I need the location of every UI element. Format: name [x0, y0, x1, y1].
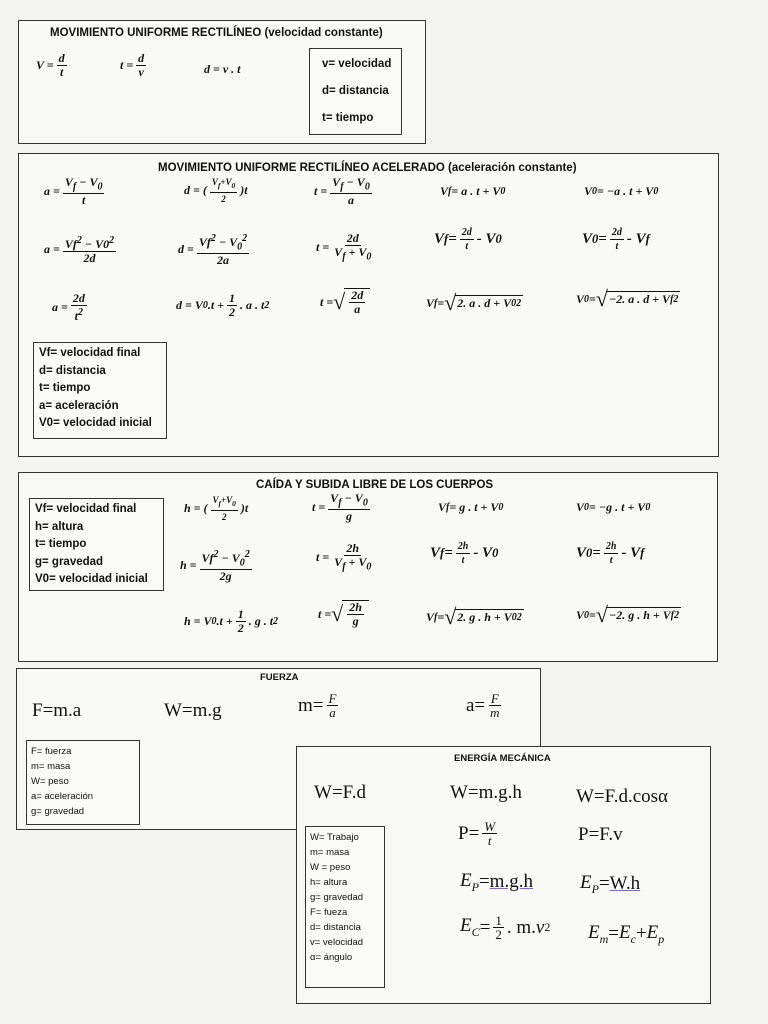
mrua-formula: t = √ 2d a	[320, 288, 370, 316]
legend-item: α= ángulo	[310, 952, 353, 963]
legend-item: v= velocidad	[310, 937, 364, 948]
legend-item: m= masa	[31, 761, 71, 772]
legend-item: W= peso	[31, 776, 69, 787]
caida-formula: V 0 = √ −2. g . h + V f 2	[576, 602, 680, 627]
legend-item: F= fuerza	[31, 746, 72, 757]
caida-formula: h = V 0 .t + 1 2 . g . t 2	[184, 607, 279, 635]
legend-item: g= gravedad	[35, 555, 104, 568]
mrua-formula: V f = √ 2. a . d + V 0 2	[426, 290, 522, 315]
mru-title: MOVIMIENTO UNIFORME RECTILÍNEO (velocidad constante)	[50, 27, 383, 39]
legend-item: g= gravedad	[31, 806, 85, 817]
caida-formula: t = √ 2h g	[318, 600, 369, 628]
legend-item: h= altura	[35, 520, 84, 533]
caida-legend	[29, 498, 164, 591]
mrua-formula: a = 2d $t^2$	[52, 291, 85, 323]
caida-formula: V f = √ 2. g . h + V 0 2	[426, 604, 522, 629]
mru-formula-v: V = d t	[36, 51, 65, 79]
legend-item: V0= velocidad inicial	[39, 417, 152, 429]
fuerza-formula-a: a= F m	[466, 691, 500, 720]
caida-formula: t = $V_f - V_0$ g	[312, 491, 368, 524]
caida-formula: h = $Vf^2 - V_0^2$ 2g	[180, 549, 250, 584]
fuerza-formula-w: W=m.g	[164, 700, 222, 721]
caida-formula: V 0 = −g . t + V 0	[576, 500, 651, 514]
mrua-legend	[33, 342, 167, 439]
mrua-formula: t = 2d $V_f + V_0$	[316, 231, 372, 263]
legend-item: m= masa	[310, 847, 350, 858]
caida-formula: V f = 2h t - V 0	[430, 541, 499, 566]
legend-item: W= Trabajo	[310, 832, 359, 843]
fuerza-legend	[26, 740, 140, 825]
mru-formula-t: t = d v	[120, 51, 145, 79]
mrua-formula: V 0 = −a . t + V 0	[584, 184, 659, 198]
mrua-title: MOVIMIENTO UNIFORME RECTILÍNEO ACELERADO (aceleración constante)	[158, 162, 577, 174]
caida-formula: V 0 = 2h t - V f	[576, 541, 645, 566]
mrua-formula: a = $V_f - V_0$ t	[44, 175, 103, 208]
legend-item: Vf= velocidad final	[35, 503, 137, 515]
caida-formula: h = ( $V_f+V_0$ 2 )t	[184, 495, 249, 522]
legend-item: V0= velocidad inicial	[35, 573, 148, 585]
legend-item: t= tiempo	[322, 112, 374, 124]
caida-formula: t = 2h $V_f + V_0$	[316, 541, 372, 573]
caida-title: CAÍDA Y SUBIDA LIBRE DE LOS CUERPOS	[256, 479, 494, 491]
mrua-formula: V f = 2d t - V 0	[434, 227, 502, 252]
mru-formula-d: d = v . t	[204, 62, 241, 76]
caida-formula: V f = g . t + V 0	[438, 500, 504, 514]
energia-formula: W=F.d	[314, 782, 366, 803]
mrua-formula: t = $V_f - V_0$ a	[314, 175, 370, 208]
fuerza-title: FUERZA	[260, 672, 299, 683]
legend-item: v= velocidad	[322, 58, 392, 70]
legend-item: W = peso	[310, 862, 351, 873]
legend-item: a= aceleración	[31, 791, 94, 802]
fuerza-formula-f: F=m.a	[32, 700, 82, 721]
mrua-formula: a = $Vf^2 - V0^2$ 2d	[44, 235, 115, 265]
energia-formula: W=F.d.cosα	[576, 786, 668, 807]
legend-item: t= tiempo	[39, 382, 91, 394]
mru-legend	[309, 48, 402, 135]
energia-formula: P=F.v	[578, 824, 623, 845]
legend-item: h= altura	[310, 877, 348, 888]
legend-item: d= distancia	[39, 364, 106, 377]
energia-formula: $E_P$ = W.h	[580, 872, 641, 896]
mrua-formula: V 0 = 2d t - V f	[582, 227, 650, 252]
energia-formula: W=m.g.h	[450, 782, 522, 803]
legend-item: F= fueza	[310, 907, 348, 918]
legend-item: Vf= velocidad final	[39, 347, 141, 359]
mrua-formula: d = $Vf^2 - V_0^2$ 2a	[178, 233, 248, 268]
energia-title: ENERGÍA MECÁNICA	[454, 753, 551, 764]
legend-item: d= distancia	[322, 85, 389, 97]
energia-legend	[305, 826, 385, 988]
mrua-formula: V 0 = √ −2. a . d + V f 2	[576, 286, 679, 311]
mrua-formula: d = ( $V_f+V_0$ 2 )t	[184, 177, 248, 204]
mrua-formula: V f = a . t + V 0	[440, 184, 506, 198]
energia-formula: P= W t	[458, 819, 496, 848]
legend-item: d= distancia	[310, 922, 361, 933]
legend-item: t= tiempo	[35, 538, 87, 550]
legend-item: g= gravedad	[310, 892, 364, 903]
energia-formula: $E_P$ = m.g.h	[460, 870, 533, 894]
legend-item: a= aceleración	[39, 399, 119, 412]
fuerza-formula-m: m= F a	[298, 691, 337, 720]
energia-formula: $E_m$ = $E_c$ + $E_p$	[588, 922, 665, 946]
mrua-formula: d = V 0 .t + 1 2 . a . t 2	[176, 291, 270, 319]
energia-formula: $E_C$ = 1 2 . m. v 2	[460, 913, 551, 942]
